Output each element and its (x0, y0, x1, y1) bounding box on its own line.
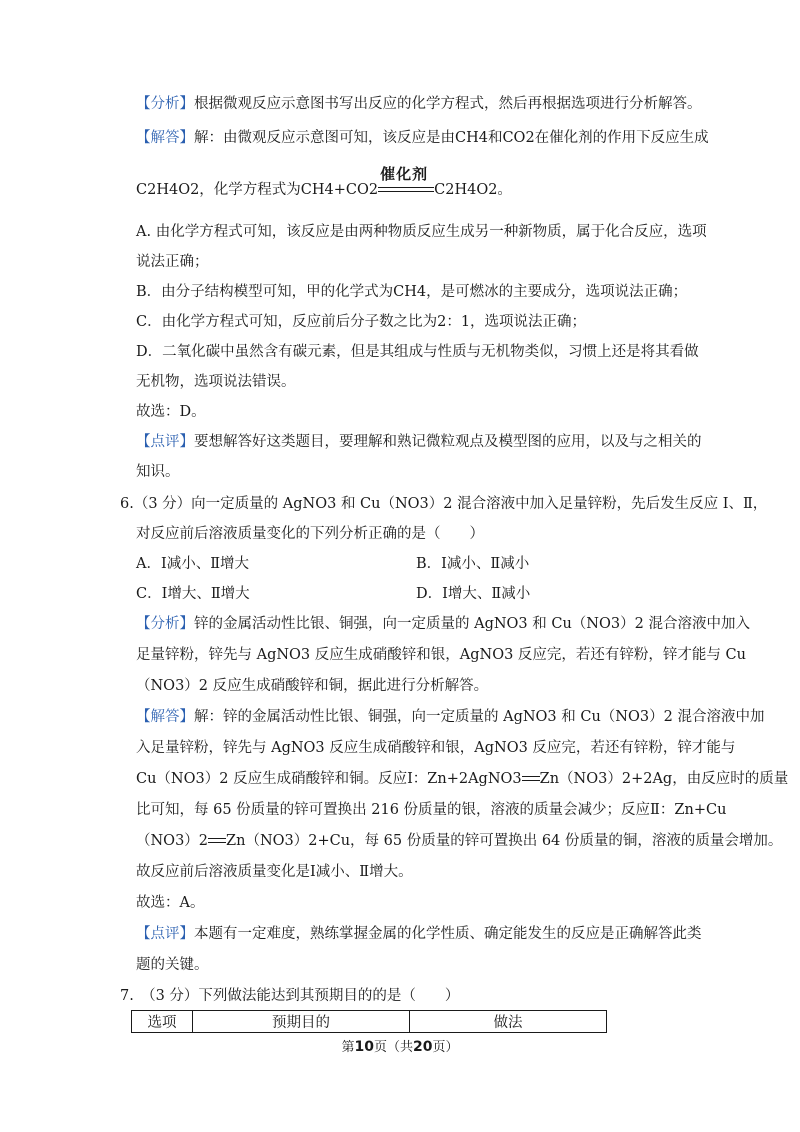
page-footer (0, 1036, 800, 1055)
q5-answer-text-1: 解：由微观反应示意图可知，该反应是由CH4和CO2在催化剂的作用下反应生成 (194, 130, 709, 146)
answer-tag: 【解答】 (136, 130, 194, 146)
q5-option-d-line-2: 无机物，选项说法错误。 (136, 374, 296, 390)
q6-answer-line-4: 比可知，每 65 份质量的锌可置换出 216 份质量的银，溶液的质量会减少；反应Ⅱ：Zn+Cu (136, 802, 727, 818)
catalyst-label: 催化剂 (380, 165, 429, 183)
q6-reaction-1-reactants: Cu（NO3）2 反应生成硝酸锌和铜。反应Ⅰ：Zn+2AgNO3 (136, 771, 522, 787)
equals-sign (208, 836, 226, 846)
q6-answer-line-3 (136, 769, 788, 789)
q5-option-c: C．由化学方程式可知，反应前后分子数之比为2：1，选项说法正确； (136, 314, 587, 330)
footer-prefix: 第 (341, 1040, 355, 1055)
q6-option-b: B．Ⅰ减小、Ⅱ减小 (416, 556, 530, 572)
table-header-purpose: 预期目的 (193, 1011, 410, 1033)
q5-option-a-line-2: 说法正确； (136, 254, 209, 270)
q6-option-d: D．Ⅰ增大、Ⅱ减小 (416, 586, 531, 602)
q6-comment-line-2: 题的关键。 (136, 957, 209, 973)
q6-analysis-text-1: 锌的金属活动性比银、铜强，向一定质量的 AgNO3 和 Cu（NO3）2 混合溶液中加入 (194, 616, 750, 632)
q6-choice: 故选：A。 (136, 895, 205, 911)
q6-analysis-line-1 (136, 614, 750, 634)
q6-comment-line-1 (136, 924, 702, 944)
footer-suffix: 页） (432, 1040, 459, 1055)
q5-choice: 故选：D。 (136, 404, 206, 420)
q6-reaction-2-products: Zn（NO3）2+Cu，每 65 份质量的锌可置换出 64 份质量的铜，溶液的质量会增加。 (226, 833, 783, 849)
q5-option-a-line-1: A. 由化学方程式可知，该反应是由两种物质反应生成另一种新物质，属于化合反应，选项 (136, 224, 707, 240)
q7-table (131, 1010, 607, 1033)
q5-equation-product: C2H4O2。 (434, 182, 512, 198)
q6-answer-line-6: 故反应前后溶液质量变化是Ⅰ减小、Ⅱ增大。 (136, 864, 413, 880)
q5-comment-text: 要想解答好这类题目，要理解和熟记微粒观点及模型图的应用，以及与之相关的 (194, 434, 702, 450)
q5-equation-line (136, 165, 512, 200)
analysis-tag: 【分析】 (136, 96, 194, 112)
analysis-tag: 【分析】 (136, 616, 194, 632)
table-header-method: 做法 (410, 1011, 607, 1033)
q6-analysis-line-3: （NO3）2 反应生成硝酸锌和铜，据此进行分析解答。 (136, 678, 489, 694)
q5-analysis-line (136, 94, 702, 114)
page-number: 10 (354, 1039, 374, 1055)
q5-option-d-line-1: D．二氧化碳中虽然含有碳元素，但是其组成与性质与无机物类似，习惯上还是将其看做 (136, 344, 699, 360)
q5-analysis-text: 根据微观反应示意图书写出反应的化学方程式，然后再根据选项进行分析解答。 (194, 96, 702, 112)
q6-answer-text-1: 解：锌的金属活动性比银、铜强，向一定质量的 AgNO3 和 Cu（NO3）2 混合溶液中加 (194, 709, 765, 725)
equals-sign (522, 774, 540, 784)
q5-equation-reactants: C2H4O2，化学方程式为CH4+CO2 (136, 182, 379, 198)
q5-option-b: B．由分子结构模型可知，甲的化学式为CH4，是可燃冰的主要成分，选项说法正确； (136, 284, 688, 300)
comment-tag: 【点评】 (136, 434, 194, 450)
q7-stem: 7. （3 分）下列做法能达到其预期目的的是（ ） (120, 988, 460, 1004)
comment-tag: 【点评】 (136, 926, 194, 942)
q6-reaction-1-products: Zn（NO3）2+2Ag，由反应时的质量 (539, 771, 789, 787)
q6-analysis-line-2: 足量锌粉，锌先与 AgNO3 反应生成硝酸锌和银，AgNO3 反应完，若还有锌粉，锌才能与 Cu (136, 647, 746, 663)
table-header-option: 选项 (132, 1011, 193, 1033)
q6-answer-line-2: 入足量锌粉，锌先与 AgNO3 反应生成硝酸锌和银，AgNO3 反应完，若还有锌粉，锌才能与 (136, 740, 736, 756)
table-header-row (132, 1011, 607, 1033)
q6-comment-text: 本题有一定难度，熟练掌握金属的化学性质、确定能发生的反应是正确解答此类 (194, 926, 702, 942)
answer-tag: 【解答】 (136, 709, 194, 725)
q5-comment-line-1 (136, 432, 702, 452)
q6-option-a: A．Ⅰ减小、Ⅱ增大 (136, 556, 250, 572)
q6-answer-line-1 (136, 707, 764, 727)
q6-answer-line-5 (136, 831, 782, 851)
q5-answer-line-1 (136, 128, 709, 148)
q6-reaction-2-reactants: （NO3）2 (136, 833, 209, 849)
total-pages: 20 (413, 1039, 433, 1055)
footer-middle: 页（共 (373, 1040, 413, 1055)
q6-stem-line-1: 6.（3 分）向一定质量的 AgNO3 和 Cu（NO3）2 混合溶液中加入足量锌粉，先后发生反应 Ⅰ、Ⅱ， (120, 496, 768, 512)
q5-comment-line-2: 知识。 (136, 464, 180, 480)
catalyst-equals-sign (378, 165, 434, 198)
q6-stem-line-2: 对反应前后溶液质量变化的下列分析正确的是（ ） (136, 526, 484, 542)
q6-option-c: C．Ⅰ增大、Ⅱ增大 (136, 586, 250, 602)
